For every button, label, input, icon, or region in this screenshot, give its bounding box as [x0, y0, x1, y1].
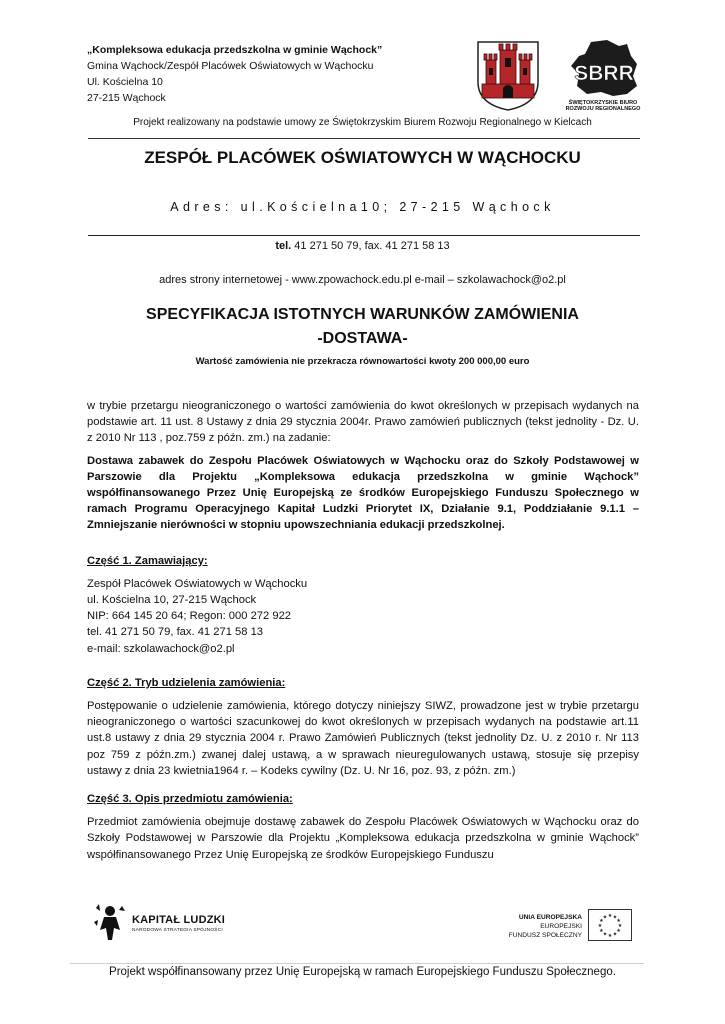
eu-flag-icon	[588, 909, 632, 941]
eu-fund-line-2: FUNDUSZ SPOŁECZNY	[508, 932, 582, 939]
header-block	[87, 42, 447, 106]
sbrr-caption: ŚWIĘTOKRZYSKIE BIURO ROZWOJU REGIONALNEGO	[565, 100, 641, 112]
eu-star-icon: ★	[612, 931, 618, 938]
contact-line	[0, 240, 725, 252]
eu-star-icon: ★	[607, 913, 613, 919]
header-organization: Gmina Wąchock/Zespół Placówek Oświatowych w Wąchocku	[87, 60, 374, 72]
header-postcode: 27-215 Wąchock	[87, 92, 166, 104]
section-2-text: Postępowanie o udzielenie zamówienia, którego dotyczy niniejszy SIWZ, prowadzone jest w trybie przetargu nieograniczonego o wartości szacunkowej do kwot określonych w przepisach wydanych na podstawie art.11 ust.8 ustawy z dnia 29 stycznia 2004 r. Prawo Zamówień Publicznych (tekst jednolity Dz. U. z 2010 r. Nr 113 poz 759 z późn.zm.) zwanej dalej ustawą, a w sprawach nieuregulowanych ustawą, stosuje się przepisy ustawy z dnia 23 kwietnia1964 r. – Kodeks cywilny (Dz. U. Nr 16, poz. 93, z późn. zm.)	[87, 700, 639, 777]
website-email-line: adres strony internetowej - www.zpowachock.edu.pl e-mail – szkolawachock@o2.pl	[159, 274, 566, 286]
contracting-authority-street: ul. Kościelna 10, 27-215 Wąchock	[87, 594, 257, 607]
order-value-note: Wartość zamówienia nie przekracza równowartości kwoty 200 000,00 euro	[195, 356, 530, 367]
tel-fax-numbers: 41 271 50 79, fax. 41 271 58 13	[291, 240, 450, 252]
subject-paragraph: Dostawa zabawek do Zespołu Placówek Oświatowych w Wąchocku oraz do Szkoły Podstawowej w Parszowie dla Projektu „Kompleksowa edukacja przedszkolna w gminie Wąchock” współfinansowanego Przez Unię Europejską ze środków Europejskiego Funduszu Społecznego w ramach Programu Operacyjnego Kapitał Ludzki Priorytet IX, Działanie 9.1, Poddziałanie 9.1.1 – Zmniejszanie nierówności w stopniu upowszechniania edukacji przedszkolnej.	[87, 454, 639, 532]
intro-paragraph: w trybie przetargu nieograniczonego o wartości zamówienia do kwot określonych w przepisach wydanych na podstawie art. 11 ust. 8 Ustawy z dnia 29 stycznia 2004r. Prawo zamówień publicznych (tekst jednolity - Dz. U. z 2010 Nr 113 , poz.759 z późn. zm.) na zadanie:	[87, 400, 639, 445]
organization-address: Adres: ul.Kościelna10; 27-215 Wąchock	[170, 200, 555, 214]
eu-star-icon: ★	[607, 933, 613, 939]
header-project-name: „Kompleksowa edukacja przedszkolna w gminie Wąchock”	[87, 44, 383, 56]
eu-star-icon: ★	[597, 923, 603, 929]
address-divider	[88, 235, 640, 236]
footer-divider	[70, 963, 644, 964]
section-1-heading: Część 1. Zamawiający:	[87, 554, 208, 567]
document-title: SPECYFIKACJA ISTOTNYCH WARUNKÓW ZAMÓWIENIA	[146, 306, 579, 323]
cofinancing-note: Projekt współfinansowany przez Unię Europejską w ramach Europejskiego Funduszu Społecznego.	[109, 966, 616, 978]
contracting-authority-phone: tel. 41 271 50 79, fax. 41 271 58 13	[87, 626, 264, 639]
header-street: Ul. Kościelna 10	[87, 76, 163, 88]
kapital-ludzki-name: KAPITAŁ LUDZKI	[132, 914, 226, 926]
eu-star-icon: ★	[599, 918, 604, 924]
project-basis-note: Projekt realizowany na podstawie umowy ze Świętokrzyskim Biurem Rozwoju Regionalnego w Kielcach	[133, 117, 592, 128]
kapital-ludzki-logo	[92, 902, 128, 942]
document-subtitle: -DOSTAWA-	[317, 330, 408, 347]
contracting-authority-email: e-mail: szkolawachock@o2.pl	[87, 642, 235, 655]
section-3-heading: Część 3. Opis przedmiotu zamówienia:	[87, 793, 293, 806]
eu-star-icon: ★	[602, 914, 608, 921]
header-divider	[88, 138, 640, 139]
tel-label: tel.	[275, 240, 292, 252]
eu-star-icon: ★	[616, 918, 621, 924]
eu-fund-line-1: EUROPEJSKI	[540, 923, 582, 930]
sbrr-logo-text: SBRR	[574, 62, 634, 85]
contracting-authority-ids: NIP: 664 145 20 64; Regon: 000 272 922	[87, 610, 292, 623]
eu-fund-label	[494, 913, 582, 940]
document-body	[87, 398, 639, 863]
eu-star-icon: ★	[617, 923, 623, 929]
eu-star-icon: ★	[616, 928, 621, 934]
eu-union-name: UNIA EUROPEJSKA	[518, 914, 582, 921]
organization-title: ZESPÓŁ PLACÓWEK OŚWIATOWYCH W WĄCHOCKU	[144, 148, 581, 167]
section-3-text: Przedmiot zamówienia obejmuje dostawę zabawek do Zespołu Placówek Oświatowych w Wąchocku oraz do Szkoły Podstawowej w Parszowie dla Projektu „Kompleksowa edukacja przedszkolna w gminie Wąchock” współfinansowanego Przez Unię Europejską ze środków Europejskiego Funduszu	[87, 816, 639, 861]
eu-star-icon: ★	[612, 914, 618, 921]
contracting-authority-name: Zespół Placówek Oświatowych w Wąchocku	[87, 577, 308, 590]
eu-star-icon: ★	[599, 928, 604, 934]
eu-star-icon: ★	[602, 931, 608, 938]
town-crest-logo	[472, 38, 544, 112]
section-2-heading: Część 2. Tryb udzielenia zamówienia:	[87, 676, 286, 689]
kapital-ludzki-subtitle: NARODOWA STRATEGIA SPÓJNOŚCI	[132, 928, 223, 933]
